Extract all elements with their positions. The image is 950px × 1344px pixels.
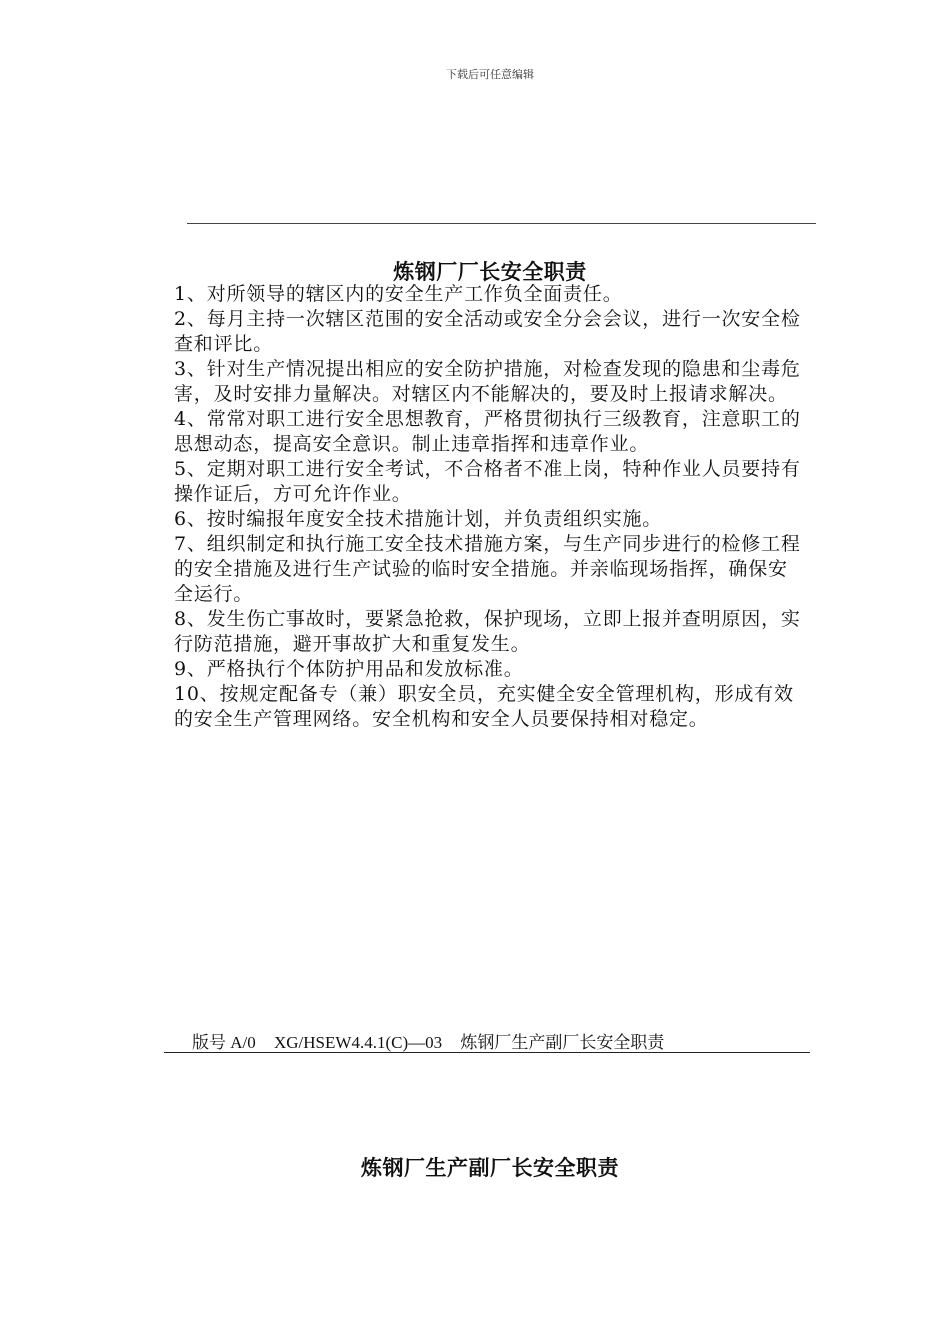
document-footer	[192, 1028, 678, 1053]
duty-item-8: 8、发生伤亡事故时，要紧急抢救，保护现场，立即上报并查明原因，实行防范措施，避开事故扩大和重复发生。	[174, 608, 801, 655]
duty-item-2: 2、每月主持一次辖区范围的安全活动或安全分会会议，进行一次安全检查和评比。	[174, 308, 801, 355]
duty-item-5: 5、定期对职工进行安全考试，不合格者不准上岗，特种作业人员要持有操作证后，方可允许作业。	[174, 458, 801, 505]
duty-item-9: 9、严格执行个体防护用品和发放标准。	[174, 658, 524, 680]
footer-doc-title: 炼钢厂生产副厂长安全职责	[460, 1033, 665, 1052]
duty-item-4: 4、常常对职工进行安全思想教育，严格贯彻执行三级教育，注意职工的思想动态，提高安全意识。制止违章指挥和违章作业。	[174, 408, 801, 455]
duty-item-6: 6、按时编报年度安全技术措施计划，并负责组织实施。	[174, 508, 663, 530]
next-section-title: 炼钢厂生产副厂长安全职责	[361, 1156, 619, 1180]
section-title: 炼钢厂厂长安全职责	[393, 260, 587, 284]
duties-list	[174, 282, 806, 732]
footer-divider	[164, 1052, 810, 1053]
duty-item-10: 10、按规定配备专（兼）职安全员，充实健全安全管理机构，形成有效的安全生产管理网络。安全机构和安全人员要保持相对稳定。	[174, 683, 794, 730]
footer-code: XG/HSEW4.4.1(C)—03	[274, 1033, 443, 1052]
header-divider	[187, 223, 816, 224]
duty-item-1: 1、对所领导的辖区内的安全生产工作负全面责任。	[174, 283, 623, 305]
page-header-note: 下载后可任意编辑	[446, 68, 534, 81]
duty-item-3: 3、针对生产情况提出相应的安全防护措施，对检查发现的隐患和尘毒危害，及时安排力量解决。对辖区内不能解决的，要及时上报请求解决。	[174, 358, 801, 405]
footer-version: 版号 A/0	[192, 1033, 256, 1052]
duty-item-7: 7、组织制定和执行施工安全技术措施方案，与生产同步进行的检修工程的安全措施及进行生产试验的临时安全措施。并亲临现场指挥，确保安全运行。	[174, 533, 801, 605]
